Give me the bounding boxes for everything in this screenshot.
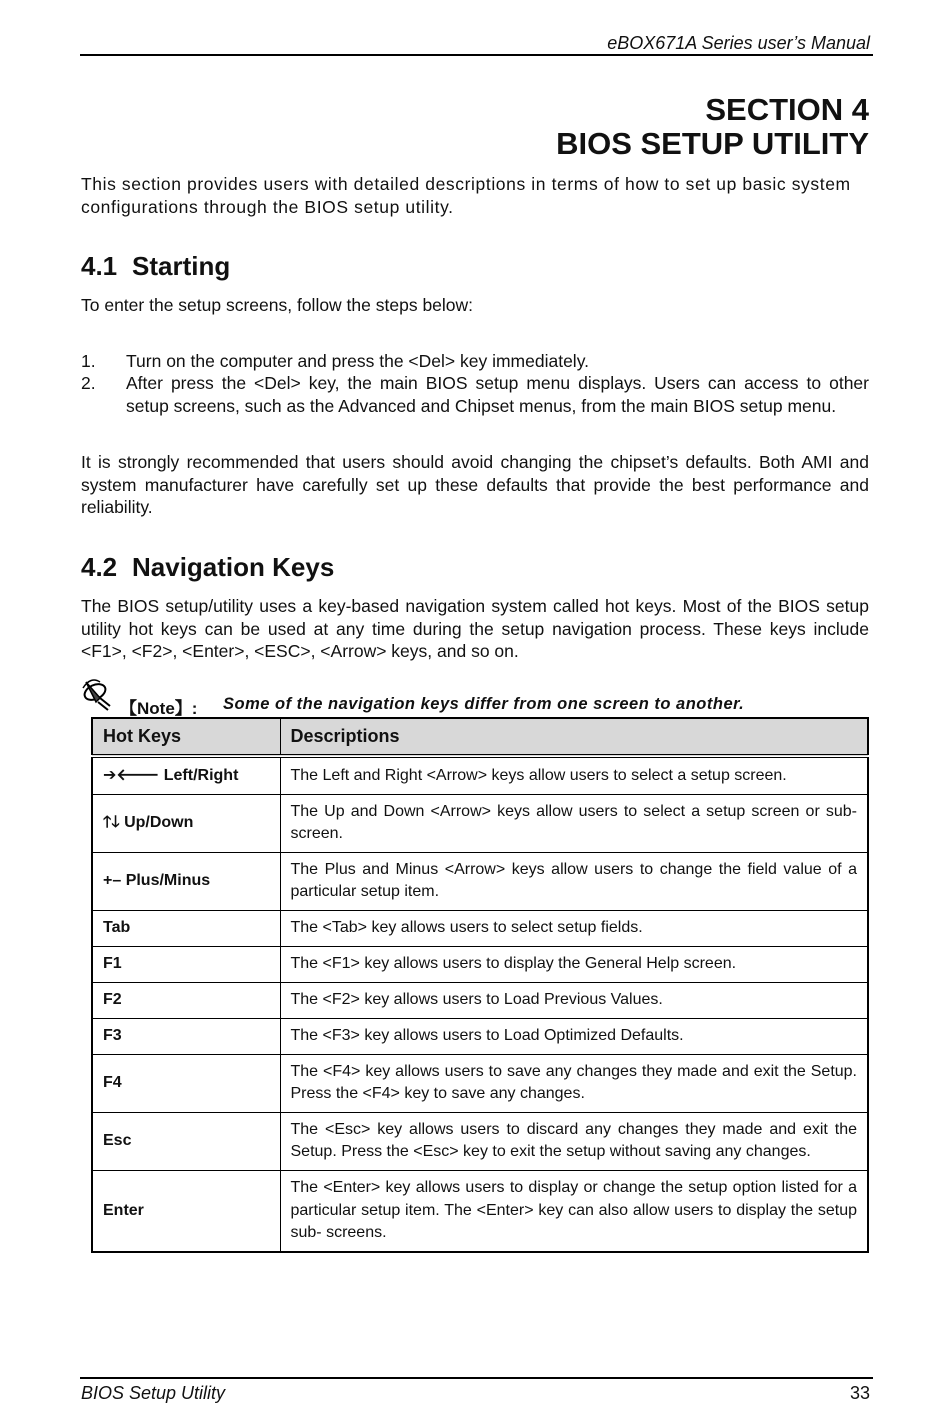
description-cell: The Up and Down <Arrow> keys allow users to select a setup screen or sub-screen. — [280, 794, 868, 852]
hot-key-cell: Tab — [92, 910, 280, 946]
column-header-descriptions: Descriptions — [280, 718, 868, 756]
description-cell: The Left and Right <Arrow> keys allow users to select a setup screen. — [280, 756, 868, 794]
table-row — [92, 852, 868, 910]
section-intro: This section provides users with detailed descriptions in terms of how to set up basic system configurations through the BIOS setup utility. — [81, 174, 851, 217]
table-row — [92, 1170, 868, 1252]
list-text: After press the <Del> key, the main BIOS setup menu displays. Users can access to other setup screens, such as the Advanced and Chipset menus, from the main BIOS setup menu. — [126, 373, 869, 416]
table-row — [92, 1018, 868, 1054]
description-cell: The <F3> key allows users to Load Optimized Defaults. — [280, 1018, 868, 1054]
table-row — [92, 756, 868, 794]
table-row — [92, 794, 868, 852]
table-row — [92, 946, 868, 982]
table-row — [92, 910, 868, 946]
table-row — [92, 982, 868, 1018]
hot-key-cell: +– Plus/Minus — [92, 852, 280, 910]
hot-keys-table — [91, 717, 869, 1253]
list-number: 1. — [81, 351, 96, 371]
heading-starting — [81, 251, 230, 282]
recommendation-paragraph: It is strongly recommended that users should avoid changing the chipset’s defaults. Both AMI and system manufacturer have carefully set up these defaults that provide the best performance and reliability. — [81, 452, 869, 517]
hot-key-cell: F2 — [92, 982, 280, 1018]
description-cell: The <Enter> key allows users to display or change the setup option listed for a particular setup item. The <Enter> key can also allow users to display the setup sub- screens. — [280, 1170, 868, 1252]
description-cell: The Plus and Minus <Arrow> keys allow users to change the field value of a particular setup item. — [280, 852, 868, 910]
heading-text: Starting — [132, 251, 231, 281]
hot-key-cell: Enter — [92, 1170, 280, 1252]
heading-text: Navigation Keys — [132, 552, 335, 582]
column-header-hot-keys: Hot Keys — [92, 718, 280, 756]
starting-lead: To enter the setup screens, follow the steps below: — [81, 295, 474, 315]
hot-key-cell: Esc — [92, 1112, 280, 1170]
description-cell: The <Tab> key allows users to select setup fields. — [280, 910, 868, 946]
navigation-intro: The BIOS setup/utility uses a key-based navigation system called hot keys. Most of the BIOS setup utility hot keys can be used at any time during the setup navigation process. These keys include <F1>, <F2>, <Enter>, <ESC>, <Arrow> keys, and so on. — [81, 596, 869, 661]
table-row — [92, 1112, 868, 1170]
footer-rule — [80, 1377, 873, 1379]
table-header-row — [92, 718, 868, 756]
section-title: BIOS SETUP UTILITY — [556, 126, 869, 161]
list-item — [81, 350, 869, 373]
note-text: Some of the navigation keys differ from one screen to another. — [223, 695, 745, 713]
hot-key-cell: F3 — [92, 1018, 280, 1054]
running-header: eBOX671A Series user’s Manual — [607, 33, 870, 53]
list-number: 2. — [81, 373, 96, 393]
header-rule — [80, 54, 873, 56]
description-cell: The <F4> key allows users to save any changes they made and exit the Setup. Press the <F4> key to save any changes. — [280, 1054, 868, 1112]
description-cell: The <Esc> key allows users to discard any changes they made and exit the Setup. Press the <Esc> key to exit the setup without saving any changes. — [280, 1112, 868, 1170]
table-row — [92, 1054, 868, 1112]
heading-number: 4.2 — [81, 552, 118, 582]
description-cell: The <F2> key allows users to Load Previous Values. — [280, 982, 868, 1018]
description-cell: The <F1> key allows users to display the General Help screen. — [280, 946, 868, 982]
list-text: Turn on the computer and press the <Del> key immediately. — [126, 351, 590, 371]
hot-key-cell: F1 — [92, 946, 280, 982]
note-callout — [80, 676, 870, 716]
heading-number: 4.1 — [81, 251, 118, 281]
note-pen-icon — [80, 676, 120, 714]
hot-key-cell: 🡑🡓 Up/Down — [92, 794, 280, 852]
footer-chapter-title: BIOS Setup Utility — [81, 1383, 226, 1403]
heading-navigation-keys — [81, 552, 334, 583]
hot-key-cell: F4 — [92, 1054, 280, 1112]
page-number: 33 — [849, 1383, 870, 1403]
section-number: SECTION 4 — [705, 92, 869, 127]
list-item — [81, 372, 869, 417]
hot-key-cell: ➔🡐 Left/Right — [92, 756, 280, 794]
note-label: 【Note】: — [120, 699, 198, 718]
